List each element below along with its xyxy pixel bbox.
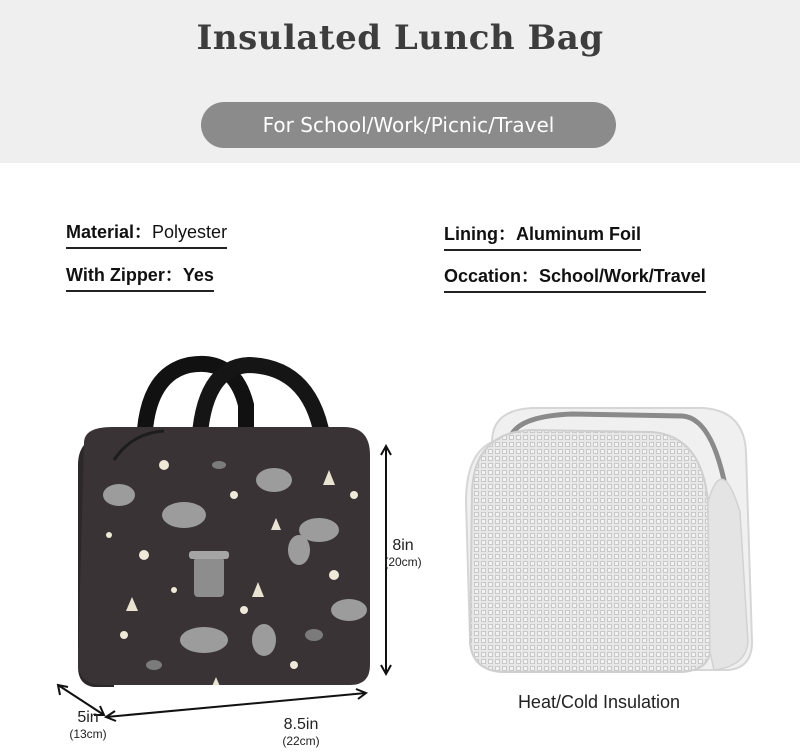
spec-occasion [444,262,706,293]
spec-material-value: Polyester [152,222,228,242]
height-dimension [380,537,426,569]
bag-photo [14,335,404,745]
width-dimension [266,716,336,748]
spec-material [66,218,227,249]
page-title: Insulated Lunch Bag [196,18,604,58]
lunch-bag-illustration [14,335,404,745]
depth-metric: (13cm) [69,727,107,741]
depth-dimension [62,709,114,741]
bag-pattern [74,423,374,693]
spec-material-label: Material： [66,222,153,242]
height-metric: (20cm) [384,555,422,569]
spec-zipper-value: Yes [182,265,214,285]
height-label: 8in [392,537,414,554]
spec-zipper [66,261,214,292]
header-banner [0,0,800,163]
spec-lining [444,220,641,251]
insulated-lining-illustration [452,392,762,692]
width-metric: (22cm) [282,734,320,748]
depth-label: 5in [77,709,99,726]
spec-occasion-label: Occation： [444,266,540,286]
spec-occasion-value: School/Work/Travel [539,266,706,286]
spec-zipper-label: With Zipper： [66,265,183,285]
width-label: 8.5in [283,716,319,733]
lining-caption: Heat/Cold Insulation [517,692,681,712]
spec-lining-label: Lining： [444,224,516,244]
spec-lining-value: Aluminum Foil [515,224,641,244]
subtitle-pill: For School/Work/Picnic/Travel [201,102,616,148]
